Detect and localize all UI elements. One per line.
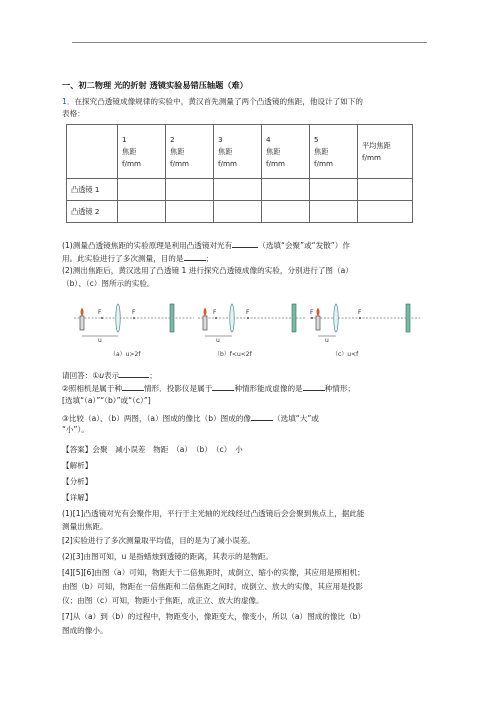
distance-label: u: [325, 337, 329, 344]
focal-point: [133, 317, 135, 319]
focal-label: F: [358, 309, 362, 316]
table-col-4: [262, 125, 310, 179]
detail-line: [7]从（a）到（b）的过程中，物距变小，像距变大，像变小，所以（a）图成的像比（b）: [62, 612, 366, 621]
ask-text: 情形．投影仪是属于: [143, 384, 213, 393]
figure-caption: （a）u>2f: [110, 351, 141, 358]
sub2-line1: (2)测出焦距后，黄汉选用了凸透镜 1 进行探究凸透镜成像的实验，分别进行了图（a）: [62, 266, 353, 275]
table-col-average: [358, 125, 413, 179]
answer-text: 会聚 减小误差 物距 （a） （b） （c） 小: [92, 445, 243, 454]
ask-line2: [62, 381, 437, 395]
answer-line: [62, 444, 437, 456]
col-label: 焦距: [314, 146, 329, 156]
ask-lead: 请回答：①: [62, 371, 100, 380]
col-label: 平均焦距: [362, 140, 391, 150]
table-col-5: [310, 125, 358, 179]
flame-icon: [204, 308, 207, 316]
sub1-text-a: (1)测量凸透镜焦距的实验原理是利用凸透镜对光有: [62, 241, 233, 250]
figure-c: [308, 296, 422, 360]
row-label-lens-1: 凸透镜 1: [67, 179, 118, 201]
ask-line1: [62, 368, 437, 382]
figure-caption: （b）f<u<2f: [214, 351, 252, 358]
detail-line: 仪；由图（c）可知，物距小于焦距，成正立、放大的虚像。: [62, 596, 264, 605]
flame-icon: [81, 308, 84, 316]
ask-options: [选填“（a）”“（b）”或“（c）”]: [62, 396, 151, 405]
col-label: 焦距: [170, 146, 185, 156]
col-unit: f/mm: [362, 152, 381, 162]
answer-label: 【答案】: [62, 445, 93, 454]
table-cell: [214, 201, 262, 223]
table-cell: [118, 179, 166, 201]
col-unit: f/mm: [218, 158, 237, 168]
detail-line: 图成的像小。: [62, 626, 108, 635]
distance-label: u: [98, 337, 102, 344]
table-cell: [166, 201, 214, 223]
col-unit: f/mm: [314, 158, 333, 168]
ask-text: 表示: [104, 371, 120, 380]
focal-length-table: [66, 124, 413, 223]
ask-end: ；: [149, 371, 157, 380]
answer-blank-2[interactable]: [184, 251, 206, 261]
section-heading: 一、初二物理 光的折射 透镜实验易错压轴题（难）: [62, 80, 248, 90]
question-intro-text: 在探究凸透镜成像规律的实验中，黄汉首先测量了两个凸透镜的焦距，他设计了如下的: [74, 97, 363, 106]
ask-text: ③比较（a）、（b）两图，（a）图成的像比（b）图成的像: [62, 414, 252, 423]
figure-a: [70, 296, 196, 360]
focal-label: F: [310, 309, 314, 316]
row-label-lens-2: 凸透镜 2: [67, 201, 118, 223]
table-cell: [118, 201, 166, 223]
focal-point: [311, 317, 313, 319]
col-unit: f/mm: [170, 158, 189, 168]
sub2-line2: （b）、（c）图所示的实验。: [62, 279, 155, 288]
ask-line3: [62, 411, 437, 425]
figure-b: [196, 296, 308, 360]
sub1-text-d: ；: [205, 254, 214, 263]
table-cell: [358, 201, 413, 223]
ask-text: （选填“大”或: [273, 414, 319, 423]
flame-icon: [317, 308, 320, 316]
col-number: 1: [122, 134, 127, 144]
convex-lens-icon: [230, 304, 234, 332]
distance-label: u: [216, 337, 220, 344]
answer-blank-1[interactable]: [232, 238, 258, 248]
table-cell: [358, 179, 413, 201]
sub1-text-c: 用。此实验进行了多次测量，目的是: [62, 254, 184, 263]
table-col-2: [166, 125, 214, 179]
detail-line: (2)[3]由图可知，u 是指蜡烛到透镜的距离，其表示的是物距。: [62, 552, 273, 561]
convex-lens-icon: [116, 304, 120, 332]
answer-blank-5[interactable]: [212, 381, 234, 391]
table-col-1: [118, 125, 166, 179]
header-rule: [72, 42, 427, 43]
analysis-label: 【解析】: [62, 461, 93, 470]
figure-caption: （c）u<f: [332, 351, 359, 358]
screen-icon: [170, 304, 174, 332]
table-cell: [262, 201, 310, 223]
table-col-3: [214, 125, 262, 179]
table-cell: [310, 179, 358, 201]
col-label: 焦距: [122, 146, 137, 156]
focal-label: F: [246, 309, 250, 316]
ask-line4: “小”）。: [62, 425, 89, 434]
table-cell: [262, 179, 310, 201]
ask-text: 种情形能成虚像的是: [234, 384, 303, 393]
focal-label: F: [132, 309, 136, 316]
detail-line: [4][5][6]由图（a）可知，物距大于二倍焦距时，成倒立、缩小的实像，其应用是照相机；: [62, 568, 365, 577]
answer-blank-7[interactable]: [251, 411, 273, 421]
candle-icon: [203, 316, 207, 330]
detail-line: (1)[1]凸透镜对光有会聚作用，平行于主光轴的光线经过凸透镜后会会聚到焦点上，据此能: [62, 509, 365, 518]
answer-blank-6[interactable]: [303, 381, 325, 391]
focal-point: [215, 317, 217, 319]
focal-point: [247, 317, 249, 319]
answer-blank-4[interactable]: [122, 381, 144, 391]
col-label: 焦距: [218, 146, 233, 156]
col-number: 4: [266, 134, 271, 144]
col-number: 3: [218, 134, 223, 144]
ask-text: 种情形；: [324, 384, 356, 393]
screen-icon: [292, 304, 296, 332]
sub1-text-b: （选填“会聚”或“发散”）作: [258, 241, 350, 250]
table-cell: [310, 201, 358, 223]
table-corner-cell: [67, 125, 118, 179]
table-cell: [214, 179, 262, 201]
focal-label: F: [98, 309, 102, 316]
fenxi-label: 【分析】: [62, 477, 93, 486]
focal-point: [359, 317, 361, 319]
question-intro-line1: [62, 96, 437, 108]
detail-line: 测量出焦距。: [62, 522, 108, 531]
candle-icon: [316, 316, 320, 330]
question-intro-line2: 表格：: [62, 109, 85, 118]
col-label: 焦距: [266, 146, 281, 156]
detail-label: 【详解】: [62, 493, 93, 502]
table-cell: [166, 179, 214, 201]
col-unit: f/mm: [266, 158, 285, 168]
ask-text: ②照相机是属于种: [62, 384, 122, 393]
sub1-line2: [62, 251, 437, 265]
detail-line: 由图（b）可知，物距在一倍焦距和二倍焦距之间时，成倒立、放大的实像，其应用是投影: [62, 582, 363, 591]
ask-variable: u: [99, 371, 105, 380]
col-number: 5: [314, 134, 319, 144]
candle-icon: [80, 316, 84, 330]
col-unit: f/mm: [122, 158, 141, 168]
answer-blank-3[interactable]: [119, 368, 149, 378]
focal-label: F: [213, 309, 217, 316]
question-number: 1．: [62, 97, 75, 106]
col-number: 2: [170, 134, 175, 144]
sub1-line1: [62, 238, 437, 252]
detail-line: [2]实验进行了多次测量取平均值，目的是为了减小误差。: [62, 536, 256, 545]
focal-point: [101, 317, 103, 319]
convex-lens-icon: [334, 304, 338, 332]
screen-icon: [406, 304, 410, 332]
